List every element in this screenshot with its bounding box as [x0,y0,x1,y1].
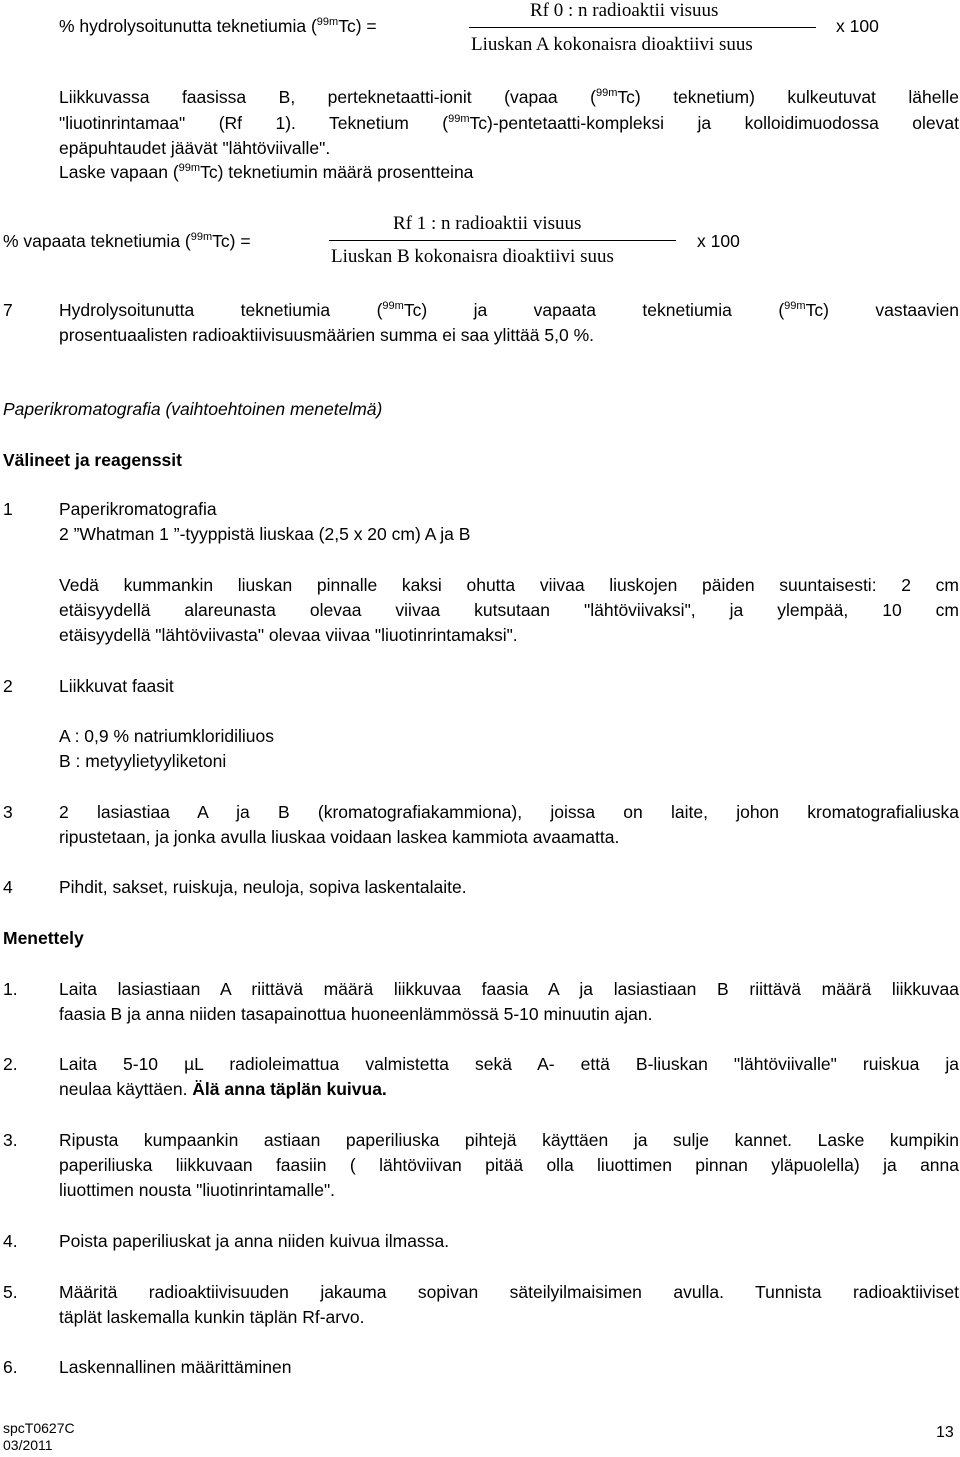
para-b-line-1-b: Tc) teknetium) kulkeutuvat lähelle [617,87,959,107]
footer-date: 03/2011 [3,1437,53,1453]
para-b-line-1-a: Liikkuvassa faasissa B, perteknetaatti-ionit (vapaa ( [59,87,596,107]
formula-1-lhs-end: Tc) = [338,16,377,36]
para-b-line-1 [59,86,959,108]
equipment-item-2-number: 2 [3,676,13,696]
step-3-number: 3. [3,1130,18,1150]
para-b-line-2 [59,112,959,134]
equipment-item-1-para-line-1: Vedä kummankin liuskan pinnalle kaksi ohutta viivaa liuskojen päiden suuntaisesti: 2 cm [59,575,959,595]
item-7-line-2: prosentuaalisten radioaktiivisuusmäärien summa ei saa ylittää 5,0 %. [59,325,594,345]
step-6-line-1: Laskennallinen määrittäminen [59,1357,292,1377]
item-7-line-1-b: Tc) ja vapaata teknetiumia ( [403,300,785,320]
step-4-number: 4. [3,1231,18,1251]
item-7-line-1-a: Hydrolysoitunutta teknetiumia ( [59,300,383,320]
formula-2-lhs-end: Tc) = [212,231,251,251]
step-1-line-2: faasia B ja anna niiden tasapainottua huoneenlämmössä 5-10 minuutin ajan. [59,1004,653,1024]
para-b-line-2-a: "liuotinrintamaa" (Rf 1). Teknetium ( [59,113,449,133]
formula-1-fraction-bar [469,27,816,28]
step-6-number: 6. [3,1357,18,1377]
equipment-item-1-line-2: 2 ”Whatman 1 ”-tyyppistä liuskaa (2,5 x 20 cm) A ja B [59,524,471,544]
item-7-number: 7 [3,300,13,320]
para-b-line-4-a: Laske vapaan ( [59,162,179,182]
formula-2-lhs [3,230,251,252]
step-2-line-2-text: neulaa käyttäen. [59,1079,193,1099]
equipment-item-4-number: 4 [3,877,13,897]
step-4-line-1: Poista paperiliuskat ja anna niiden kuivua ilmassa. [59,1231,450,1251]
step-3-line-2: paperiliuska liikkuvaan faasiin ( lähtöviivan pitää olla liuottimen pinnan yläpuolella) ja anna [59,1155,959,1175]
footer-document-code: spcT0627C [3,1420,75,1436]
step-2-warning: Älä anna täplän kuivua. [192,1079,387,1099]
formula-1-lhs-text: % hydrolysoitunutta teknetiumia ( [59,16,317,36]
step-5-line-1: Määritä radioaktiivisuuden jakauma sopivan säteilyilmaisimen avulla. Tunnista radioaktiiviset [59,1282,959,1302]
step-3-line-3: liuottimen nousta "liuotinrintamalle". [59,1180,336,1200]
equipment-item-1-para-line-3: etäisyydellä "lähtöviivasta" olevaa viivaa "liuotinrintamaksi". [59,625,518,645]
para-b-line-1-sup: 99m [595,87,618,99]
item-7-line-1 [59,299,959,321]
item-7-sup-2: 99m [784,300,806,312]
equipment-item-3-number: 3 [3,802,13,822]
para-b-line-4 [59,161,473,183]
step-5-line-2: täplät laskemalla kunkin täplän Rf-arvo. [59,1307,365,1327]
formula-2-numerator: Rf 1 : n radioaktii visuus [393,213,582,234]
para-b-line-2-b: Tc)-pentetaatti-kompleksi ja kolloidimuodossa olevat [469,113,960,133]
formula-1-factor: x 100 [836,16,879,36]
equipment-item-1-title: Paperikromatografia [59,499,217,519]
item-7-sup-1: 99m [382,300,404,312]
formula-2-fraction-bar [329,240,676,241]
step-3-line-1: Ripusta kumpaankin astiaan paperiliuska pihtejä käyttäen ja sulje kannet. Laske kumpikin [59,1130,959,1150]
step-1-line-1: Laita lasiastiaan A riittävä määrä liikkuvaa faasia A ja lasiastiaan B riittävä määrä liikkuvaa [59,979,959,999]
mobile-phase-a: A : 0,9 % natriumkloridiliuos [59,726,274,746]
step-2-line-1: Laita 5-10 µL radioleimattua valmistetta sekä A- että B-liuskan "lähtöviivalle" ruiskua ja [59,1054,959,1074]
equipment-heading: Välineet ja reagenssit [3,450,182,470]
equipment-item-3-line-1: 2 lasiastiaa A ja B (kromatografiakammiona), joissa on laite, johon kromatografialiuska [59,802,959,822]
formula-2-factor: x 100 [697,231,740,251]
formula-2-superscript: 99m [190,231,213,243]
footer-page-number: 13 [936,1424,954,1441]
equipment-item-1-para-line-2: etäisyydellä alareunasta olevaa viivaa kutsutaan "lähtöviivaksi", ja ylempää, 10 cm [59,600,959,620]
equipment-item-4-line-1: Pihdit, sakset, ruiskuja, neuloja, sopiva laskentalaite. [59,877,467,897]
procedure-heading: Menettely [3,928,84,948]
formula-1-numerator: Rf 0 : n radioaktii visuus [530,0,719,21]
para-b-line-3: epäpuhtaudet jäävät "lähtöviivalle". [59,138,331,158]
step-1-number: 1. [3,979,18,999]
equipment-item-1-number: 1 [3,499,13,519]
para-b-line-4-b: Tc) teknetiumin määrä prosentteina [200,162,474,182]
item-7-line-1-c: Tc) vastaavien [805,300,959,320]
step-5-number: 5. [3,1282,18,1302]
equipment-item-2-title: Liikkuvat faasit [59,676,174,696]
formula-1-superscript: 99m [316,16,339,28]
formula-1-denominator: Liuskan A kokonaisra dioaktiivi suus [471,34,753,55]
formula-2-lhs-text: % vapaata teknetiumia ( [3,231,191,251]
para-b-line-4-sup: 99m [178,162,201,174]
step-2-line-2 [59,1078,387,1100]
formula-1-lhs [59,15,377,37]
formula-2-denominator: Liuskan B kokonaisra dioaktiivi suus [331,246,614,267]
para-b-line-2-sup: 99m [448,113,470,125]
mobile-phase-b: B : metyylietyyliketoni [59,751,227,771]
section-title: Paperikromatografia (vaihtoehtoinen menetelmä) [3,399,383,419]
step-2-number: 2. [3,1054,18,1074]
equipment-item-3-line-2: ripustetaan, ja jonka avulla liuskaa voidaan laskea kammiota avaamatta. [59,827,620,847]
